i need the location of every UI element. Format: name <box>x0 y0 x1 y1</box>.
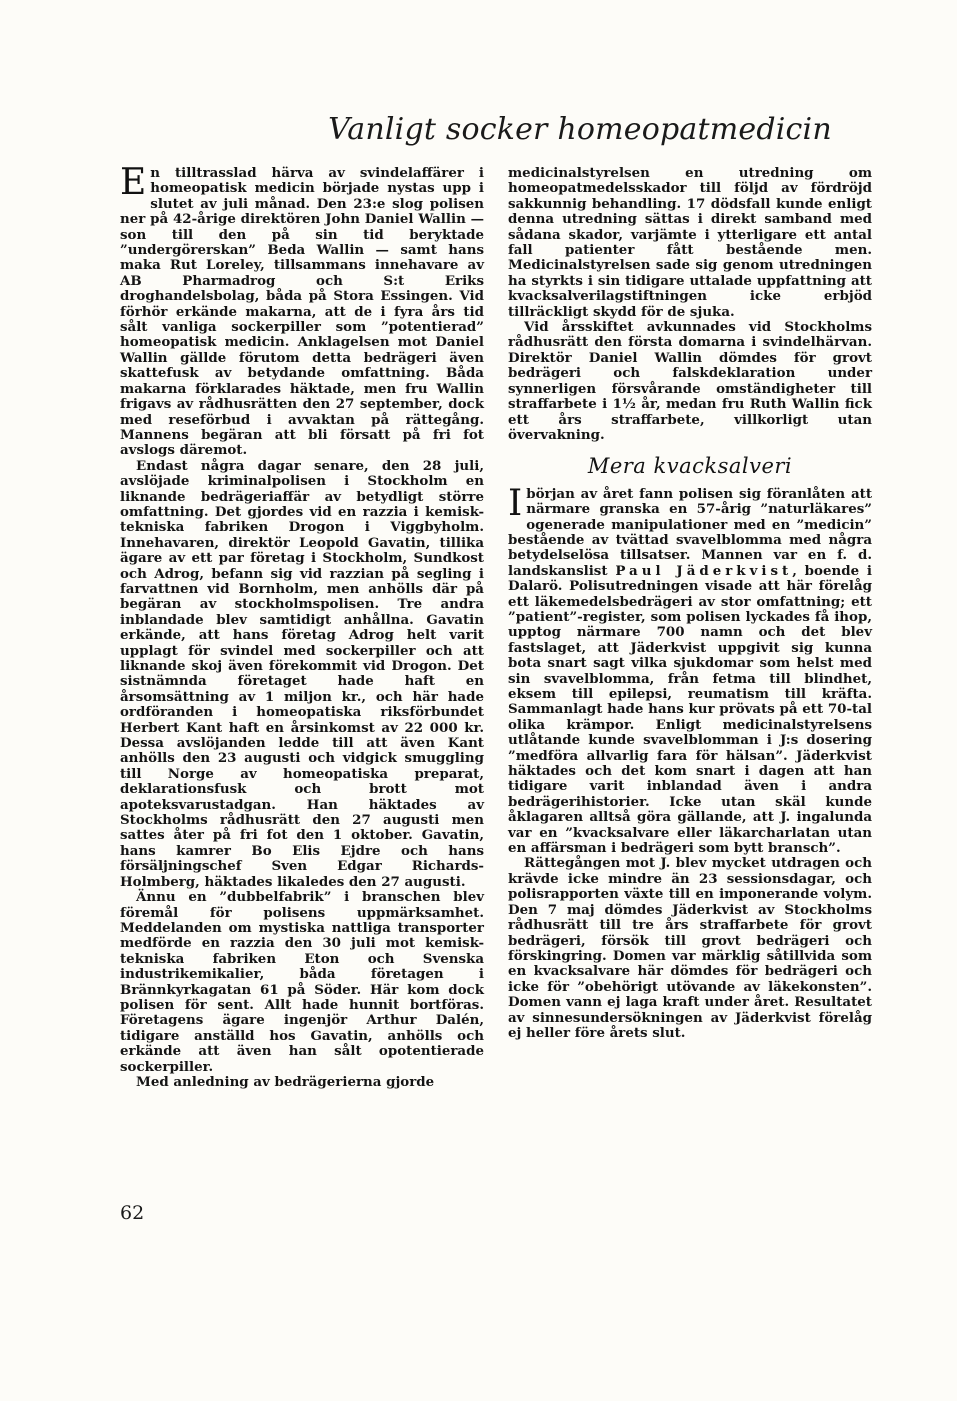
paragraph-verdict: Vid årsskiftet avkunnades vid Stockholms rådhusrätt den första domarna i svindelhärvan. Direktör Daniel Wallin dömdes för grovt bedrägeri och falskdeklaration under synnerligen försvårande omständigheter till straffarbete i 1½ år, medan fru Ruth Wallin fick ett års straffarbete, villkorligt utan övervakning. <box>508 319 872 443</box>
paragraph-jaderkvist-text-b: , boende i Dalarö. Polisutredningen visade att här förelåg ett läkemedelsbedrägeri av stor omfattning; ett ”patient”-register, som polisen lyckades få ihop, upptog närmare 700 namn och det blev fastslaget, att Jäderkvist uppgivit sig kunna bota snart sagt vilka sjukdomar som helst med sin svavelblomma, från fetma till blindhet, eksem till epilepsi, reumatism till kräfta. Sammanlagt hade hans kur prövats på ett 70-tal olika krämpor. Enligt medicinalstyrelsens utlåtande kunde svavelblomman i J:s dosering ”medföra allvarlig fara för hälsan”. Jäderkvist häktades och det kom snart i dagen att han tidigare varit inblandad även i andra bedrägerihistorier. Icke utan skäl kunde åklagaren alltså göra gällande, att J. ingalunda var en ”kvacksalvare eller läkarcharlatan utan en affärsman i bedrägeri som bytt bransch”. <box>508 562 872 857</box>
paragraph-jaderkvist <box>508 482 872 857</box>
paragraph-trial: Rättegången mot J. blev mycket utdragen och krävde icke mindre än 23 sessionsdagar, och polisrapporten växte till en imponerande volym. Den 7 maj dömdes Jäderkvist av Stockholms rådhusrätt till tre års straffarbete för grovt bedrägeri, försök till grovt bedrägeri och förskingring. Domen var märklig såtillvida som en kvacksalvare här dömdes för bedrägeri och icke för ”obehörigt utövande av läkekonsten”. Domen vann ej laga kraft under året. Resultatet av sinnesundersökningen av Jäderkvist förelåg ej heller före årets slut. <box>508 855 872 1041</box>
article-title: Vanligt socker homeopatmedicin <box>328 112 832 147</box>
section-subheading: Mera kvacksalveri <box>587 454 793 479</box>
page-number: 62 <box>120 1202 145 1224</box>
paragraph-intro-text: n tilltrasslad härva av svindelaffärer i homeopatisk medicin började nystas upp i slutet av juli månad. Den 23:e slog polisen ner på 42-årige direktören John Daniel Wallin — son till den på sin tid beryktade ”undergörerskan” Beda Wallin — samt hans maka Rut Loreley, tillsammans innehavare av AB Pharmadrog och S:t Eriks droghandelsbolag, båda på Stora Essingen. Vid förhör erkände makarna, att de i fyra års tid sålt vanliga sockerpiller som ”potentierad” homeopatisk medicin. Anklagelsen mot Daniel Wallin gällde förutom detta bedrägeri även skattefusk av betydande omfattning. Båda makarna förklarades häktade, men fru Wallin frigavs av rådhusrätten den 27 september, dock med reseförbud i avvaktan på rättegång. Mannens begäran att bli försatt på fri fot avslogs däremot. <box>120 165 484 459</box>
paragraph-intro <box>120 162 484 459</box>
person-name: Paul Jäderkvist <box>615 562 793 579</box>
paragraph-drogon: Endast några dagar senare, den 28 juli, avslöjade kriminalpolisen i Stockholm en liknande bedrägeriaffär av betydligt större omfattning. Det gjordes vid en razzia i kemisk-tekniska fabriken Drogon i Viggbyholm. Innehavaren, direktör Leopold Gavatin, tillika ägare av ett par företag i Stockholm, Sundkost och Adrog, befann sig vid razzian på segling i farvattnen vid Bornholm, men anhölls där på begäran av stockholmspolisen. Tre andra inblandade blev samtidigt anhållna. Gavatin erkände, att hans företag Adrog helt varit upplagt för svindel med sockerpiller och att liknande skoj även förekommit vid Drogon. Det sistnämnda företaget hade haft en årsomsättning av 1 miljon kr., och här hade ordföranden i homeopatiska riksförbundet Herbert Kant haft en årsinkomst av 22 000 kr. Dessa avslöjanden ledde till att även Kant anhölls den 23 augusti och vidgick smuggling till Norge av homeopatiska preparat, deklarationsfusk och brott mot apoteksvarustadgan. Han häktades av Stockholms rådhusrätt den 27 augusti men sattes åter på fri fot den 1 oktober. Gavatin, hans kamrer Bo Elis Ejdre och hans försäljningschef Sven Edgar Richards-Holmberg, häktades likaledes den 27 augusti. <box>120 457 484 890</box>
paragraph-eton: Ännu en ”dubbelfabrik” i branschen blev föremål för polisens uppmärksamhet. Meddelanden om mystiska nattliga transporter medförde en razzia den 30 juli mot kemisk-tekniska fabriken Eton och Svenska industrikemikalier, båda företagen i Brännkyrkagatan 61 på Söder. Här kom dock polisen för sent. Allt hade hunnit bortföras. Företagens ägare ingenjör Arthur Dalén, tidigare anställd hos Gavatin, anhölls och erkände att även han sålt opotentierade sockerpiller. <box>120 889 484 1075</box>
drop-cap: E <box>120 162 147 203</box>
right-column <box>508 166 872 1041</box>
paragraph-medicinalstyrelsen: medicinalstyrelsen en utredning om homeopatmedelsskador till följd av fördröjd sakkunnig behandling. 17 dödsfall kunde enligt denna utredning sättas i direkt samband med sådana skador, varjämte i ytterligare ett antal fall patienter fått bestående men. Medicinalstyrelsen sade sig genom utredningen ha styrkts i sin tidigare uttalade uppfattning att kvacksalverilagstiftningen icke erbjöd tillräckligt skydd för de sjuka. <box>508 165 872 320</box>
paragraph-jaderkvist-text-a: början av året fann polisen sig föranlåten att närmare granska en 57-årig ”naturläkares” ogenerade manipulationer med en ”medicin” bestående av tvättad svavelblomma med några betydelselösa tillsatser. Mannen var en f. d. landskanslist <box>508 485 872 579</box>
left-column <box>120 162 484 1090</box>
paragraph-continuation: Med anledning av bedrägerierna gjorde <box>136 1073 435 1090</box>
drop-cap: I <box>508 482 523 524</box>
